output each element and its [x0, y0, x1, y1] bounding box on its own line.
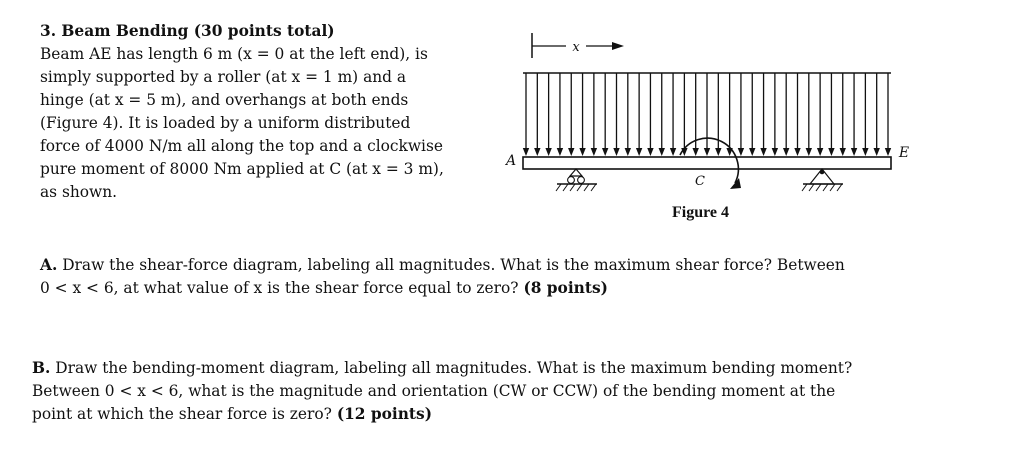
problem-body-line: Beam AE has length 6 m (x = 0 at the left end), is — [40, 45, 428, 63]
load-arrowhead — [613, 148, 619, 156]
part-a-text-2: 0 < x < 6, at what value of x is the shear force equal to zero? — [40, 279, 519, 297]
part-b-text-3: point at which the shear force is zero? — [32, 405, 332, 423]
x-axis-arrowhead — [612, 42, 624, 50]
ground-hatch — [830, 184, 835, 191]
beam-end-label-a: A — [505, 153, 517, 169]
load-arrowhead — [806, 148, 812, 156]
beam-diagram-svg — [500, 22, 920, 232]
part-b-question — [32, 357, 992, 426]
load-arrowhead — [828, 148, 834, 156]
ground-hatch — [556, 184, 561, 191]
problem-body-line: as shown. — [40, 183, 118, 201]
problem-body-line: simply supported by a roller (at x = 1 m) and a — [40, 68, 407, 86]
problem-body-line: hinge (at x = 5 m), and overhangs at both ends — [40, 91, 409, 109]
ground-hatch — [837, 184, 842, 191]
load-arrowhead — [568, 148, 574, 156]
hinge-support — [802, 169, 843, 191]
problem-body-line: pure moment of 8000 Nm applied at C (at x = 3 m), — [40, 160, 444, 178]
load-arrowhead — [625, 148, 631, 156]
beam-figure — [500, 22, 920, 232]
part-a-label: A. — [40, 256, 58, 274]
load-arrowhead — [545, 148, 551, 156]
part-b-text-1: Draw the bending-moment diagram, labeling all magnitudes. What is the maximum bending moment? — [55, 359, 853, 377]
load-arrowhead — [557, 148, 563, 156]
part-b-line-1 — [32, 357, 992, 380]
load-arrowhead — [851, 148, 857, 156]
problem-body-line: force of 4000 N/m all along the top and a clockwise — [40, 137, 443, 155]
roller-body — [570, 169, 582, 176]
load-arrowhead — [738, 148, 744, 156]
roller-wheel-left — [568, 177, 575, 184]
load-arrowhead — [772, 148, 778, 156]
part-a-line-2 — [40, 277, 980, 300]
ground-hatch — [563, 184, 568, 191]
ground-hatch — [591, 184, 596, 191]
part-b-label: B. — [32, 359, 51, 377]
load-arrowhead — [885, 148, 891, 156]
ground-hatch — [802, 184, 807, 191]
load-arrowhead — [704, 148, 710, 156]
roller-support — [556, 169, 597, 191]
load-arrowhead — [636, 148, 642, 156]
load-arrowhead — [591, 148, 597, 156]
load-arrowhead — [817, 148, 823, 156]
part-b-points: (12 points) — [336, 405, 432, 423]
load-arrowhead — [760, 148, 766, 156]
figure-caption: Figure 4 — [672, 204, 730, 221]
hinge-pin — [820, 170, 825, 175]
ground-hatch — [823, 184, 828, 191]
part-a-line-1 — [40, 254, 980, 277]
problem-heading: 3. Beam Bending (30 points total) — [40, 22, 335, 40]
ground-hatch — [584, 184, 589, 191]
load-arrowhead — [670, 148, 676, 156]
beam-end-label-e: E — [898, 145, 910, 161]
load-arrowhead — [647, 148, 653, 156]
distributed-load-arrows — [523, 73, 891, 156]
ground-hatch — [577, 184, 582, 191]
load-arrowhead — [602, 148, 608, 156]
x-axis-label: x — [572, 40, 580, 55]
part-a-points: (8 points) — [523, 279, 608, 297]
load-arrowhead — [840, 148, 846, 156]
load-arrowhead — [715, 148, 721, 156]
beam — [523, 157, 891, 169]
moment-arrowhead — [730, 178, 741, 189]
load-arrowhead — [579, 148, 585, 156]
roller-wheel-right — [578, 177, 585, 184]
load-arrowhead — [783, 148, 789, 156]
part-a-question — [40, 254, 980, 300]
load-arrowhead — [862, 148, 868, 156]
problem-body-line: (Figure 4). It is loaded by a uniform distributed — [40, 114, 411, 132]
part-a-text-1: Draw the shear-force diagram, labeling all magnitudes. What is the maximum shear force? Between — [62, 256, 845, 274]
load-arrowhead — [873, 148, 879, 156]
ground-hatch — [570, 184, 575, 191]
load-arrowhead — [523, 148, 529, 156]
load-arrowhead — [534, 148, 540, 156]
problem-statement — [40, 20, 485, 204]
load-arrowhead — [692, 148, 698, 156]
part-b-line-3 — [32, 403, 992, 426]
load-arrowhead — [749, 148, 755, 156]
ground-hatch — [809, 184, 814, 191]
load-arrowhead — [659, 148, 665, 156]
load-arrowhead — [794, 148, 800, 156]
ground-hatch — [816, 184, 821, 191]
part-b-line-2: Between 0 < x < 6, what is the magnitude and orientation (CW or CCW) of the bending moment at the — [32, 382, 836, 400]
point-c-label: C — [695, 174, 705, 189]
